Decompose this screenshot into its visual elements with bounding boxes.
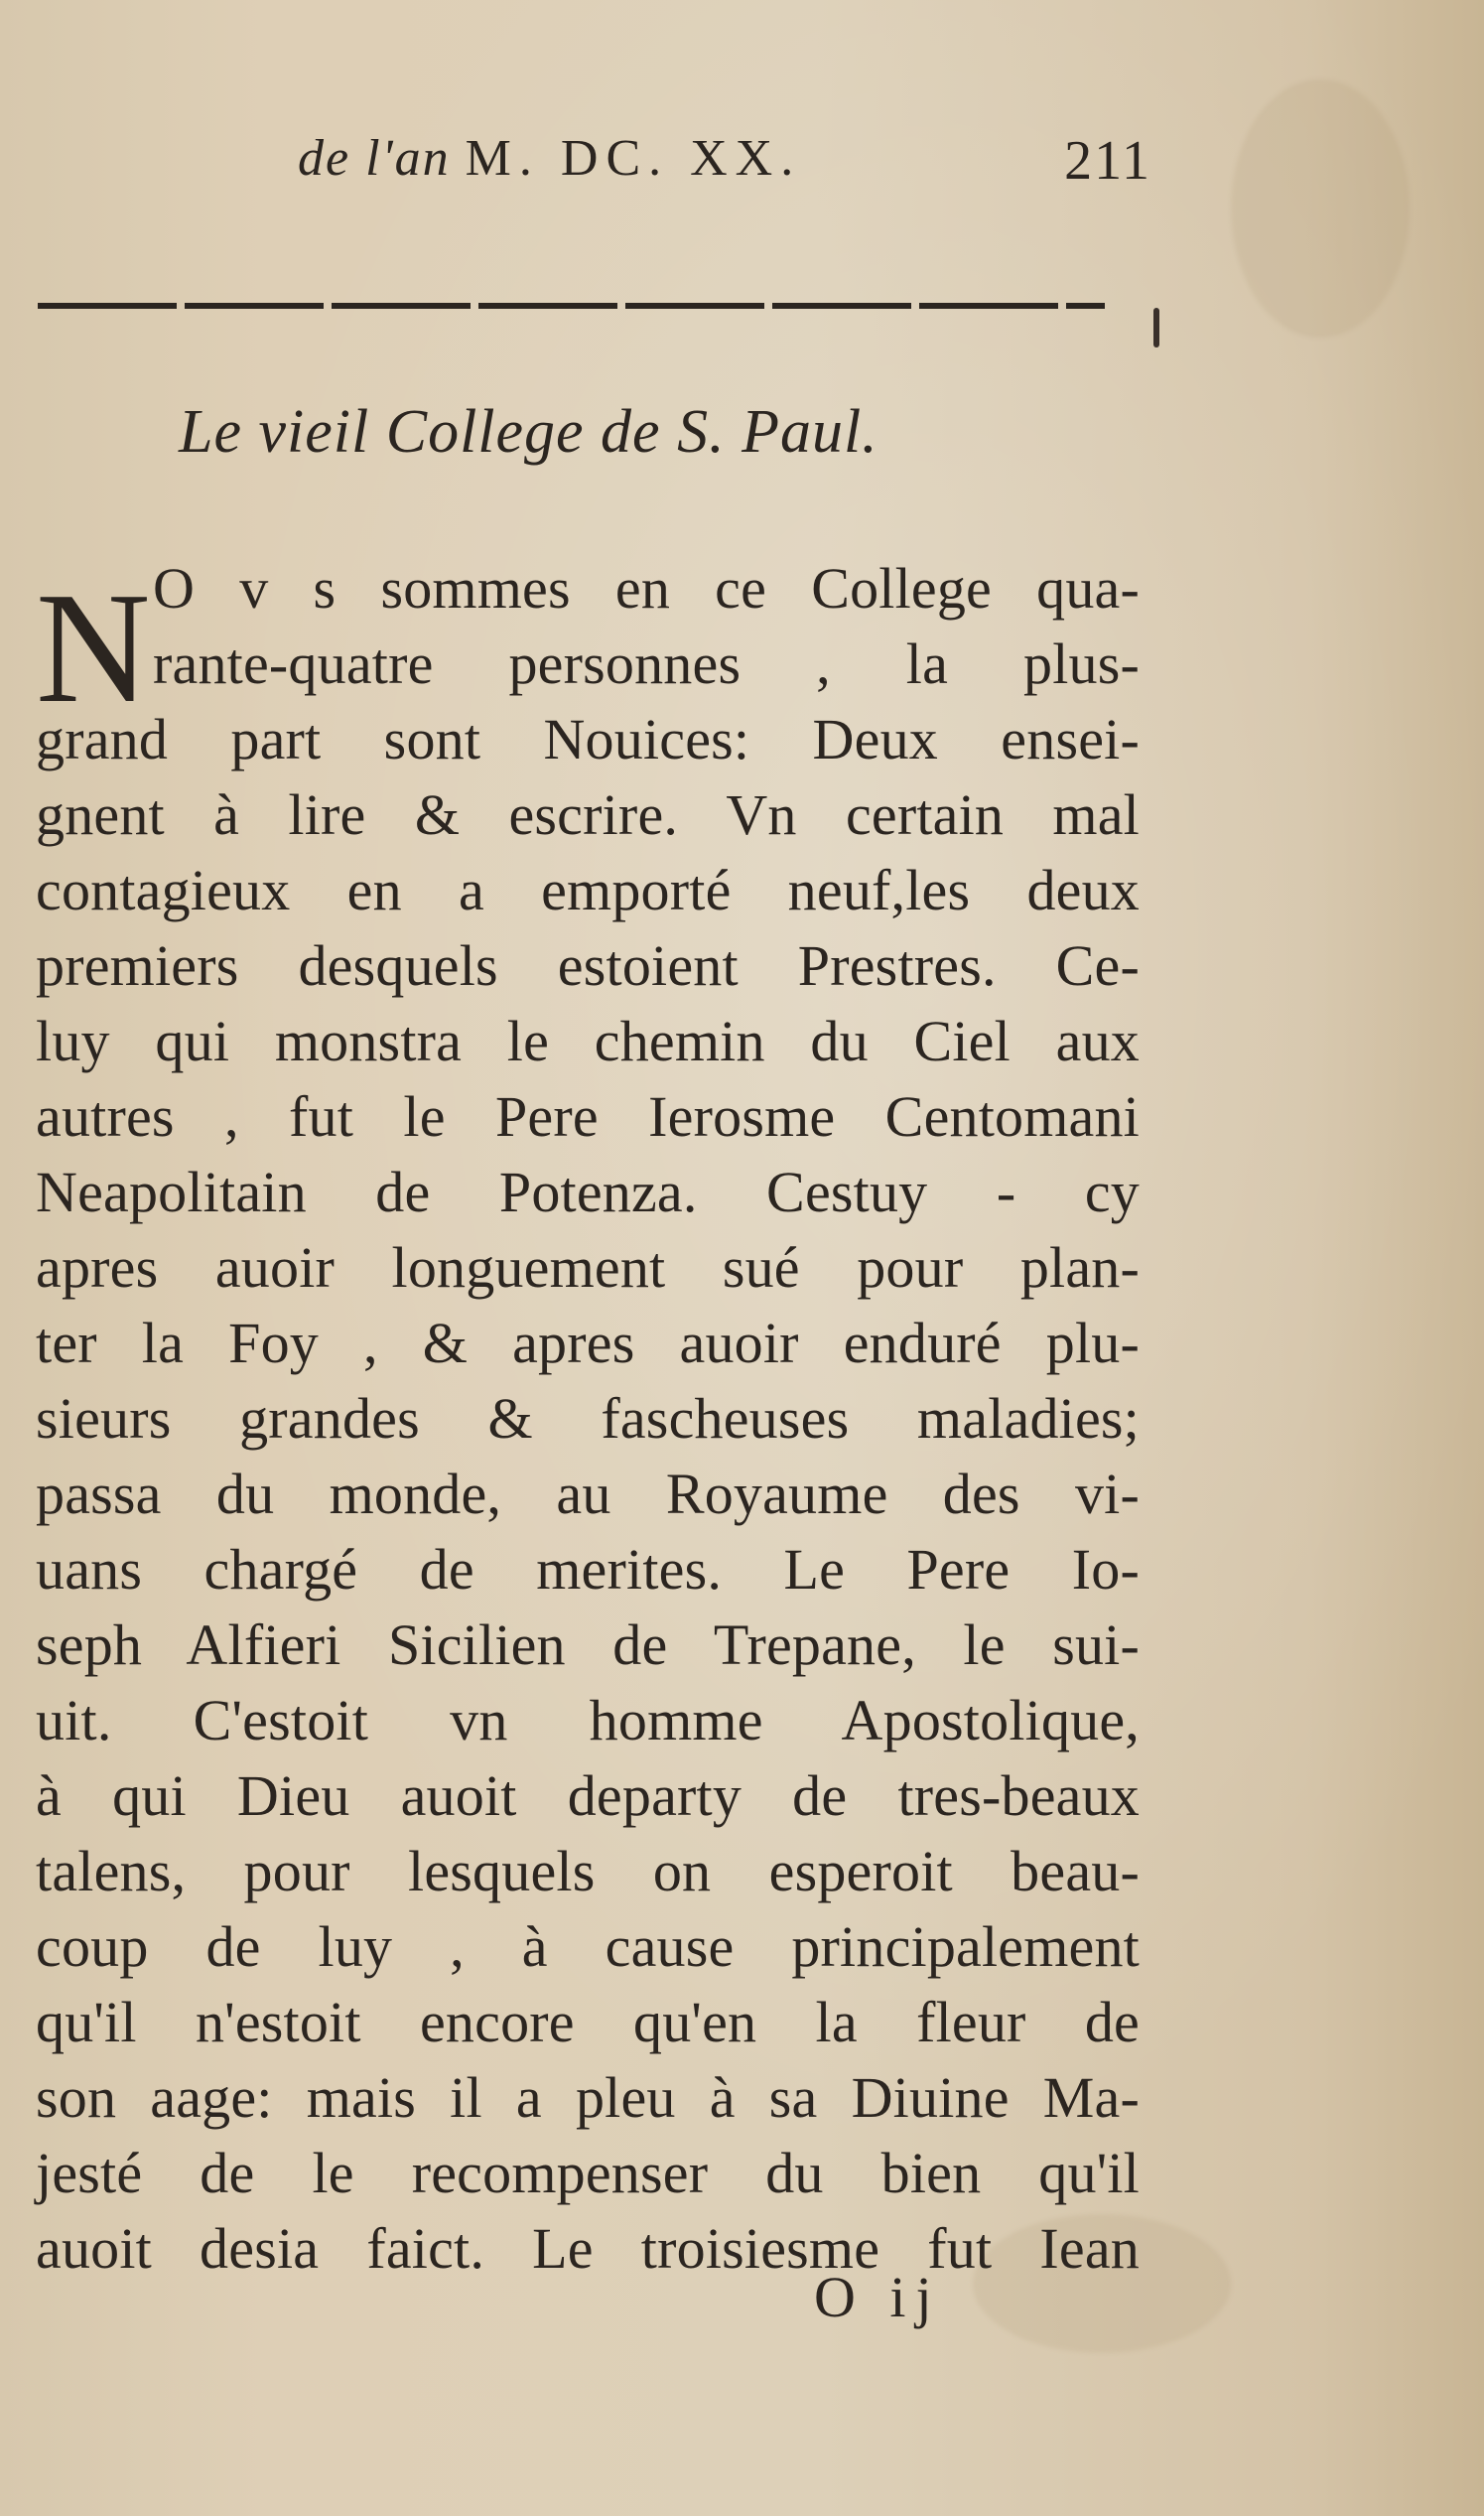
text-line: sieurs grandes & fascheuses maladies; xyxy=(36,1386,1140,1451)
running-title-text: de l'an xyxy=(298,130,451,187)
running-year: M. DC. XX. xyxy=(465,130,802,187)
paper-stain xyxy=(1231,79,1410,338)
text-line: à qui Dieu auoit departy de tres-beaux xyxy=(36,1763,1140,1828)
drop-cap: N xyxy=(36,559,151,736)
text-line: apres auoir longuement sué pour plan- xyxy=(36,1235,1140,1300)
text-line: auoit desia faict. Le troisiesme fut Iean xyxy=(36,2216,1140,2281)
text-line: seph Alfieri Sicilien de Trepane, le sui- xyxy=(36,1612,1140,1677)
text-line: son aage: mais il a pleu à sa Diuine Ma- xyxy=(36,2065,1140,2130)
text-line: uit. C'estoit vn homme Apostolique, xyxy=(36,1688,1140,1752)
text-line: ter la Foy , & apres auoir enduré plu- xyxy=(36,1311,1140,1375)
text-line: Neapolitain de Potenza. Cestuy - cy xyxy=(36,1160,1140,1224)
ink-mark xyxy=(1153,308,1159,348)
text-line: autres , fut le Pere Ierosme Centomani xyxy=(36,1084,1140,1149)
text-line: luy qui monstra le chemin du Ciel aux xyxy=(36,1009,1140,1073)
section-title: Le vieil College de S. Paul. xyxy=(179,398,878,466)
text-line: gnent à lire & escrire. Vn certain mal xyxy=(36,782,1140,847)
header-rule xyxy=(38,303,1105,309)
page-number: 211 xyxy=(1064,130,1151,192)
text-line: qu'il n'estoit encore qu'en la fleur de xyxy=(36,1990,1140,2054)
text-line: grand part sont Nouices: Deux ensei- xyxy=(36,707,1140,771)
text-line: contagieux en a emporté neuf,les deux xyxy=(36,858,1140,922)
text-line: passa du monde, au Royaume des vi- xyxy=(36,1462,1140,1526)
signature-mark: O ij xyxy=(814,2265,942,2329)
text-line: premiers desquels estoient Prestres. Ce- xyxy=(36,933,1140,998)
running-title xyxy=(298,129,801,188)
text-line: O v s sommes en ce College qua- xyxy=(153,556,1140,621)
text-line: rante-quatre personnes , la plus- xyxy=(153,631,1140,696)
text-line: uans chargé de merites. Le Pere Io- xyxy=(36,1537,1140,1602)
text-line: talens, pour lesquels on esperoit beau- xyxy=(36,1839,1140,1903)
text-line: jesté de le recompenser du bien qu'il xyxy=(36,2141,1140,2205)
running-header xyxy=(298,129,1151,199)
text-line: coup de luy , à cause principalement xyxy=(36,1914,1140,1979)
